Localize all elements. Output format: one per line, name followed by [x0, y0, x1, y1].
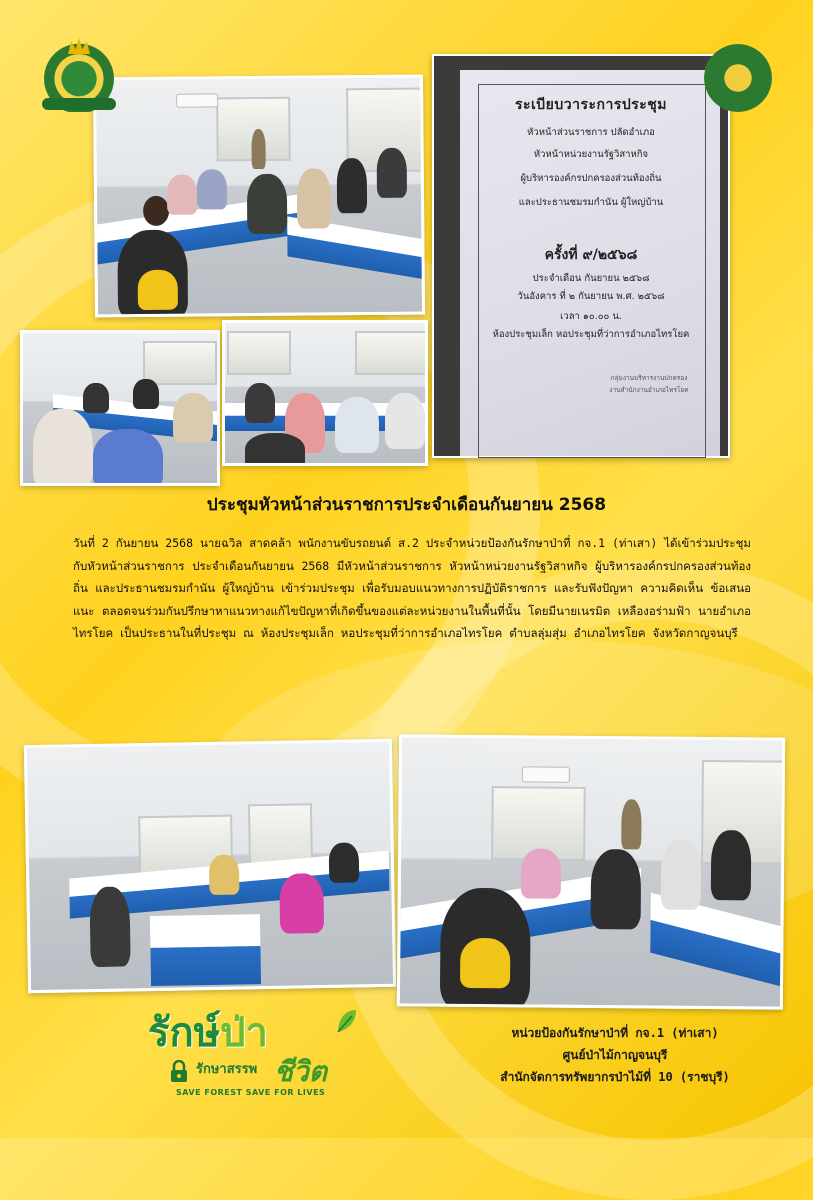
agenda-detail-line: ห้องประชุมเล็ก หอประชุมที่ว่าการอำเภอไทรโยค [492, 329, 690, 340]
brand-main-a: รักษ์ [148, 1010, 221, 1056]
headline: ประชุมหัวหน้าส่วนราชการประจำเดือนกันยายน 2568 [206, 495, 607, 515]
royal-forest-department-seal-icon [704, 44, 772, 112]
caption-line: หน่วยป้องกันรักษาป่าที่ กจ.1 (ท่าเสา) [511, 1026, 719, 1040]
brand-life: ชีวิต [274, 1055, 327, 1088]
caption-line: ศูนย์ป่าไม้กาญจนบุรี [562, 1048, 668, 1062]
agenda-attendee-line: หัวหน้าหน่วยงานรัฐวิสาหกิจ [533, 149, 649, 160]
brand-sub: รักษาสรรพ [196, 1062, 258, 1077]
agenda-attendee-line: หัวหน้าส่วนราชการ ปลัดอำเภอ [527, 127, 655, 138]
agenda-attendee-line: และประธานชมรมกำนัน ผู้ใหญ่บ้าน [518, 197, 664, 208]
meeting-photo-bottom-right [397, 734, 785, 1009]
meeting-photo-main [93, 75, 425, 318]
agenda-title: ระเบียบวาระการประชุม [514, 97, 668, 113]
body-paragraph: วันที่ 2 กันยายน 2568 นายฉวิล สาดคล้า พนักงานขับรถยนต์ ส.2 ประจำหน่วยป้องกันรักษาป่าที่ กจ.1 (ท่าเสา) ได้เข้าร่วมประชุมกับหัวหน้าส่วนราชการ ประจำเดือนกันยายน 2568 มีหัวหน้าส่วนราชการ หัวหน้าหน่วยงานรัฐวิสาหกิจ ผู้บริหารองค์กรปกครองส่วนท้องถิ่น และประธานชมรมกำนัน ผู้ใหญ่บ้าน เข้าร่วมประชุม เพื่อรับมอบแนวทางการปฏิบัติราชการ และรับฟังปัญหา ความคิดเห็น ข้อเสนอแนะ ตลอดจนร่วมกันปรึกษาหาแนวทางแก้ไขปัญหาที่เกิดขึ้นของแต่ละหน่วยงานในพื้นที่นั้น โดยมีนายเนรมิต เหลืองอร่ามฟ้า นายอำเภอไทรโยค เป็นประธานในที่ประชุม ณ ห้องประชุมเล็ก หอประชุมที่ว่าการอำเภอไทรโยค ตำบลลุ่มสุ่ม อำเภอไทรโยค จังหวัดกาญจนบุรี [73, 536, 751, 640]
agenda-sheet-frame [478, 84, 706, 458]
agenda-detail-line: วันอังคาร ที่ ๒ กันยายน พ.ศ. ๒๕๖๘ [517, 291, 665, 302]
agenda-detail-line: เวลา ๑๐.๐๐ น. [560, 311, 622, 322]
save-forest-logo [148, 1010, 368, 1110]
agenda-attendee-line: ผู้บริหารองค์กรปกครองส่วนท้องถิ่น [520, 173, 662, 184]
meeting-photo-left [20, 330, 220, 486]
provincial-emblem-icon [38, 38, 120, 112]
caption-line: สำนักจัดการทรัพยากรป่าไม้ที่ 10 (ราชบุรี) [500, 1070, 730, 1084]
agenda-footer-line: งานสำนักงานอำเภอไทรโยค [609, 386, 689, 394]
meeting-photo-bottom-left [24, 739, 396, 993]
leaf-icon [334, 1008, 358, 1034]
agenda-detail-line: ประจำเดือน กันยายน ๒๕๖๘ [532, 273, 650, 284]
brand-main-b: ป่า [220, 1010, 268, 1056]
unit-caption [452, 1022, 778, 1088]
brand-slogan: SAVE FOREST SAVE FOR LIVES [176, 1088, 326, 1097]
lock-icon [170, 1060, 188, 1082]
agenda-round: ครั้งที่ ๙/๒๕๖๘ [544, 247, 638, 263]
agenda-footer-line: กลุ่มงานบริหารงานปกครอง [610, 374, 688, 382]
meeting-photo-center [222, 320, 428, 466]
